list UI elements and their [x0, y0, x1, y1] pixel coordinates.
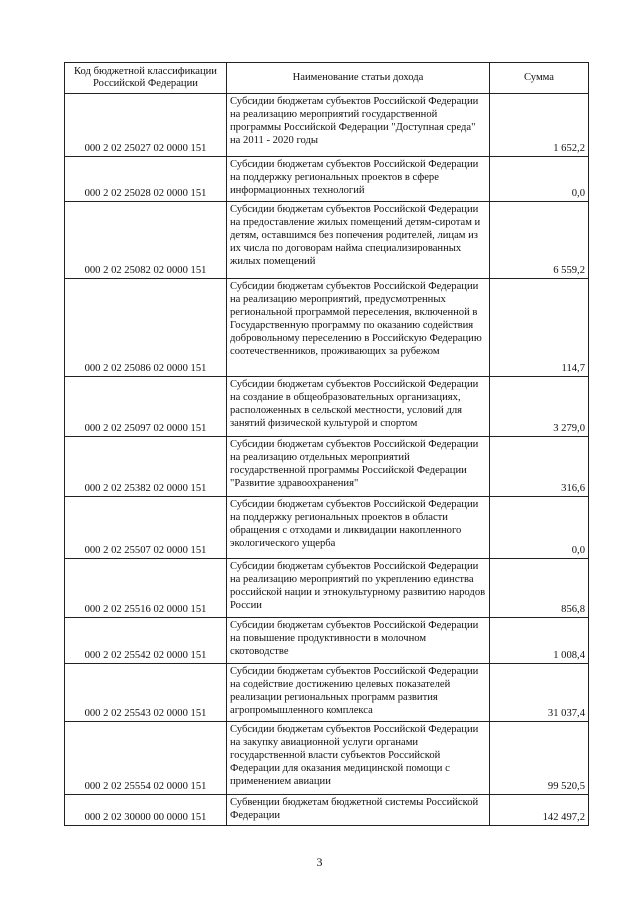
table-row [65, 618, 589, 664]
row-name: Субсидии бюджетам субъектов Российской Федерации на предоставление жилых помещений детям-сиротам и детям, оставшимся без попечения родителей, лицам из их числа по договорам найма специализированных жилых помещений [227, 202, 490, 279]
row-code: 000 2 02 25516 02 0000 151 [65, 559, 227, 618]
row-amount: 1 652,2 [490, 94, 589, 157]
row-amount: 0,0 [490, 497, 589, 559]
row-amount: 1 008,4 [490, 618, 589, 664]
row-amount: 114,7 [490, 279, 589, 377]
table-row [65, 279, 589, 377]
row-amount: 6 559,2 [490, 202, 589, 279]
table-row [65, 94, 589, 157]
row-amount: 99 520,5 [490, 722, 589, 795]
table-row [65, 722, 589, 795]
page-number: 3 [316, 855, 323, 869]
row-code: 000 2 02 30000 00 0000 151 [65, 795, 227, 826]
table-row [65, 377, 589, 437]
row-name: Субсидии бюджетам субъектов Российской Федерации на поддержку региональных проектов в области обращения с отходами и ликвидации накопленного экологического ущерба [227, 497, 490, 559]
row-code: 000 2 02 25543 02 0000 151 [65, 664, 227, 722]
header-name: Наименование статьи дохода [227, 63, 490, 94]
row-code: 000 2 02 25554 02 0000 151 [65, 722, 227, 795]
row-code: 000 2 02 25086 02 0000 151 [65, 279, 227, 377]
row-name: Субсидии бюджетам субъектов Российской Федерации на содействие достижению целевых показателей реализации региональных программ развития агропромышленного комплекса [227, 664, 490, 722]
row-name: Субсидии бюджетам субъектов Российской Федерации на закупку авиационной услуги органами государственной власти субъектов Российской Федерации для оказания медицинской помощи с применением авиации [227, 722, 490, 795]
row-name: Субсидии бюджетам субъектов Российской Федерации на создание в общеобразовательных организациях, расположенных в сельской местности, условий для занятий физической культурой и спортом [227, 377, 490, 437]
header-amount: Сумма [490, 63, 589, 94]
row-code: 000 2 02 25027 02 0000 151 [65, 94, 227, 157]
row-amount: 316,6 [490, 437, 589, 497]
table-row [65, 795, 589, 826]
table-row [65, 202, 589, 279]
revenue-table [64, 62, 589, 826]
table-row [65, 437, 589, 497]
header-code: Код бюджетной классификации Российской Федерации [65, 63, 227, 94]
row-code: 000 2 02 25097 02 0000 151 [65, 377, 227, 437]
row-amount: 856,8 [490, 559, 589, 618]
table-row [65, 497, 589, 559]
table-row [65, 559, 589, 618]
row-name: Субсидии бюджетам субъектов Российской Федерации на реализацию отдельных мероприятий государственной программы Российской Федерации "Развитие здравоохранения" [227, 437, 490, 497]
row-name: Субсидии бюджетам субъектов Российской Федерации на повышение продуктивности в молочном скотоводстве [227, 618, 490, 664]
row-amount: 142 497,2 [490, 795, 589, 826]
row-name: Субсидии бюджетам субъектов Российской Федерации на поддержку региональных проектов в сфере информационных технологий [227, 157, 490, 202]
row-amount: 0,0 [490, 157, 589, 202]
row-code: 000 2 02 25082 02 0000 151 [65, 202, 227, 279]
row-name: Субсидии бюджетам субъектов Российской Федерации на реализацию мероприятий по укреплению единства российской нации и этнокультурному развитию народов России [227, 559, 490, 618]
row-code: 000 2 02 25382 02 0000 151 [65, 437, 227, 497]
row-amount: 3 279,0 [490, 377, 589, 437]
row-code: 000 2 02 25028 02 0000 151 [65, 157, 227, 202]
table-row [65, 664, 589, 722]
row-code: 000 2 02 25507 02 0000 151 [65, 497, 227, 559]
row-name: Субсидии бюджетам субъектов Российской Федерации на реализацию мероприятий государственной программы Российской Федерации "Доступная среда" на 2011 - 2020 годы [227, 94, 490, 157]
row-amount: 31 037,4 [490, 664, 589, 722]
row-name: Субвенции бюджетам бюджетной системы Российской Федерации [227, 795, 490, 826]
row-code: 000 2 02 25542 02 0000 151 [65, 618, 227, 664]
table-row [65, 157, 589, 202]
table-header-row [65, 63, 589, 94]
row-name: Субсидии бюджетам субъектов Российской Федерации на реализацию мероприятий, предусмотренных региональной программой переселения, включенной в Государственную программу по оказанию содействия добровольному переселению в Российскую Федерацию соотечественников, проживающих за рубежом [227, 279, 490, 377]
